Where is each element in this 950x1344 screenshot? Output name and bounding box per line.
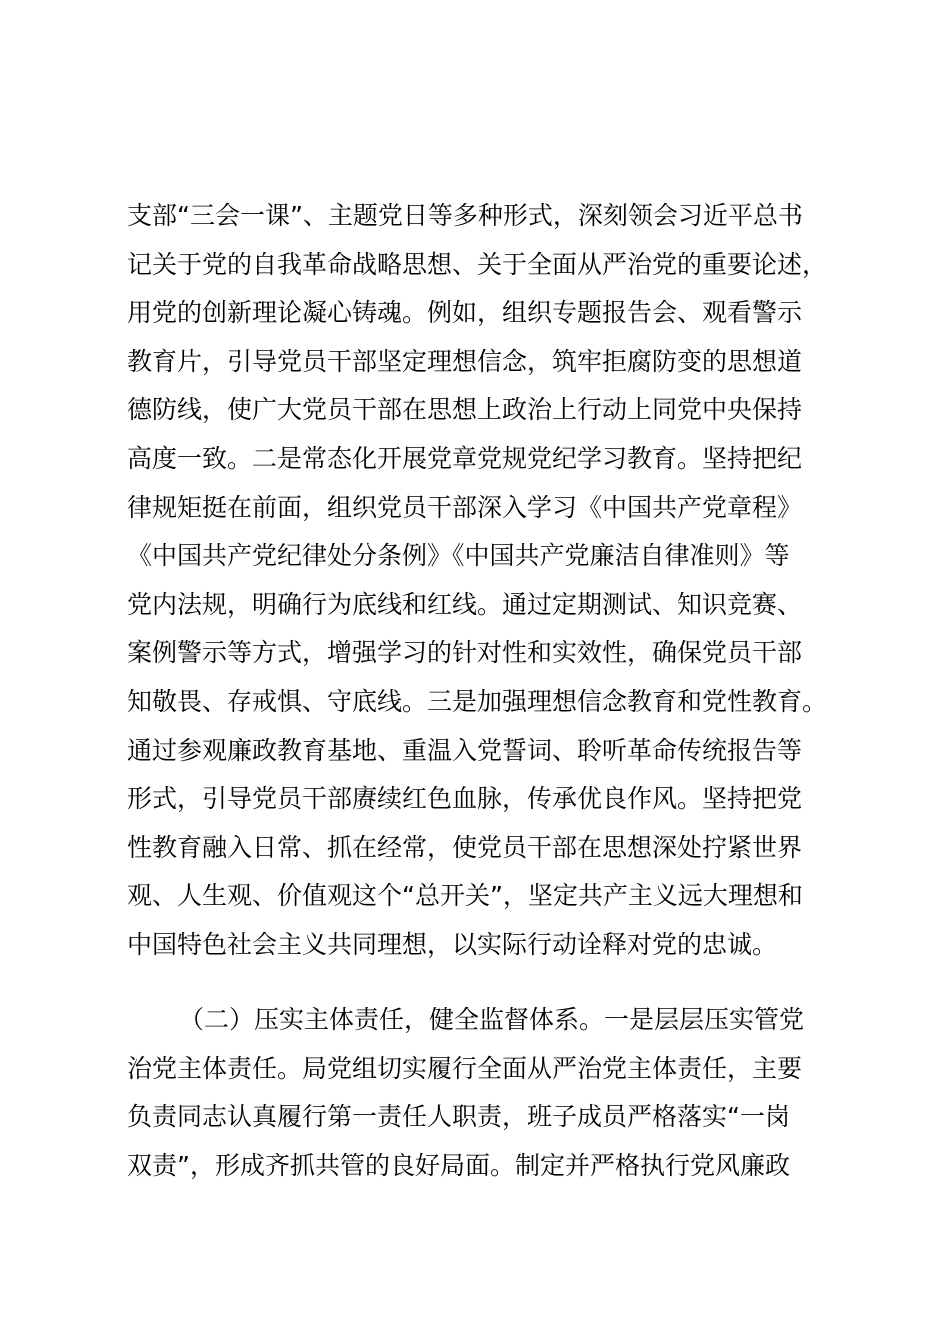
paragraph-1-line: 观、人生观、价值观这个“总开关”，坚定共产主义远大理想和 xyxy=(127,881,803,911)
paragraph-1-line: 知敬畏、存戒惧、守底线。三是加强理想信念教育和党性教育。 xyxy=(127,686,828,716)
paragraph-2-line: 负责同志认真履行第一责任人职责，班子成员严格落实“一岗 xyxy=(127,1102,790,1132)
paragraph-1 xyxy=(127,192,847,970)
paragraph-1-line: 记关于党的自我革命战略思想、关于全面从严治党的重要论述， xyxy=(127,249,828,279)
paragraph-1-line: 形式，引导党员干部赓续红色血脉，传承优良作风。坚持把党 xyxy=(127,784,803,814)
paragraph-1-line: 支部“三会一课”、主题党日等多种形式，深刻领会习近平总书 xyxy=(127,201,803,230)
paragraph-2-line: 治党主体责任。局党组切实履行全面从严治党主体责任，主要 xyxy=(127,1053,803,1083)
paragraph-1-line: 性教育融入日常、抓在经常，使党员干部在思想深处拧紧世界 xyxy=(127,832,803,862)
paragraph-2-line: （二）压实主体责任，健全监督体系。一是层层压实管党 xyxy=(179,1005,805,1034)
paragraph-1-line: 中国特色社会主义共同理想，以实际行动诠释对党的忠诚。 xyxy=(127,929,778,959)
paragraph-2 xyxy=(127,996,847,1190)
paragraph-1-line: 用党的创新理论凝心铸魂。例如，组织专题报告会、观看警示 xyxy=(127,298,803,328)
paragraph-2-line: 双责”，形成齐抓共管的良好局面。制定并严格执行党风廉政 xyxy=(127,1150,790,1180)
paragraph-1-line: 高度一致。二是常态化开展党章党规党纪学习教育。坚持把纪 xyxy=(127,443,803,473)
paragraph-1-line: 党内法规，明确行为底线和红线。通过定期测试、知识竞赛、 xyxy=(127,589,803,619)
paragraph-1-line: 律规矩挺在前面，组织党员干部深入学习《中国共产党章程》 xyxy=(127,492,803,522)
paragraph-1-line: 《中国共产党纪律处分条例》《中国共产党廉洁自律准则》等 xyxy=(127,541,790,571)
paragraph-1-line: 案例警示等方式，增强学习的针对性和实效性，确保党员干部 xyxy=(127,638,803,668)
paragraph-1-line: 德防线，使广大党员干部在思想上政治上行动上同党中央保持 xyxy=(127,395,803,425)
paragraph-1-line: 通过参观廉政教育基地、重温入党誓词、聆听革命传统报告等 xyxy=(127,735,803,765)
paragraph-1-line: 教育片，引导党员干部坚定理想信念，筑牢拒腐防变的思想道 xyxy=(127,346,803,376)
